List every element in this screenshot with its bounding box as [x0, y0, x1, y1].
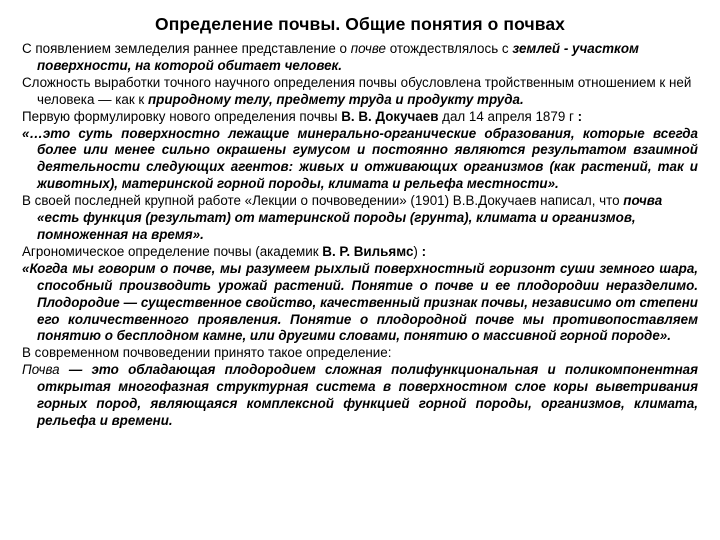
colon: :	[577, 108, 583, 124]
term-soil: почве	[350, 41, 387, 56]
text: В своей последней крупной работе «Лекции о почвоведении» (1901) В.В.Докучаев написал, что	[22, 193, 624, 209]
term-soil: Почва	[22, 362, 60, 378]
term-triple: природному телу, предмету труда и продукту труда.	[148, 91, 524, 107]
quote-dokuchaev-1879: «…это суть поверхностно лежащие минерально-органические образования, которые всегда более или менее сильно окрашены гумусом и постоянно являются результатом взаимной деятельности следующих агентов: живых и отживающих организмов (как растений, так и животных), материнской горной породы, климата и рельефа местности».	[22, 125, 698, 192]
quote-williams: «Когда мы говорим о почве, мы разумеем рыхлый поверхностный горизонт суши земного шара, способный производить урожай растений. Понятие о почве и ее плодородии неразделимо. Плодородие — существенное свойство, качественный признак почвы, независимо от степени его количественного проявления. Понятие о плодородной почве мы противопоставляем понятию о бесплодном камне, или другими словами, понятию о массивной горной породе».	[22, 260, 698, 344]
paragraph-complexity	[22, 75, 698, 109]
text: )	[413, 243, 422, 259]
text: отождествлялось с	[386, 41, 513, 56]
author-name: В. Р. Вильямс	[322, 243, 414, 259]
text: Сложность выработки точного научного определения почвы обусловлена тройственным отношением к ней человека — как к	[22, 74, 692, 107]
paragraph-dokuchaev-first	[22, 109, 698, 126]
text: Агрономическое определение почвы (академик	[22, 243, 323, 259]
text: дал 14 апреля 1879 г	[438, 108, 578, 124]
colon: :	[421, 243, 427, 259]
author-name: В. В. Докучаев	[341, 108, 439, 124]
definition-modern	[22, 362, 698, 430]
definition-text: — это обладающая плодородием сложная полифункциональная и поликомпонентная открытая многофазная структурная система в поверхностном слое коры выветривания горных пород, являющаяся комплексной функцией горной породы, организмов, климата, рельефа и времени.	[37, 362, 698, 428]
term-land: землей - участком поверхности, на которой обитает человек.	[37, 41, 639, 73]
page-title: Определение почвы. Общие понятия о почвах	[154, 14, 565, 34]
paragraph-dokuchaev-lectures	[22, 193, 698, 244]
text: Первую формулировку нового определения почвы	[22, 108, 342, 124]
text: С появлением земледелия раннее представление о	[22, 41, 351, 56]
paragraph-modern: В современном почвоведении принято такое определение:	[22, 345, 392, 361]
paragraph-land	[22, 41, 698, 75]
paragraph-williams	[22, 244, 698, 261]
quote-dokuchaev-1901: почва «есть функция (результат) от материнской породы (грунта), климата и организмов, помноженная на время».	[37, 193, 663, 242]
